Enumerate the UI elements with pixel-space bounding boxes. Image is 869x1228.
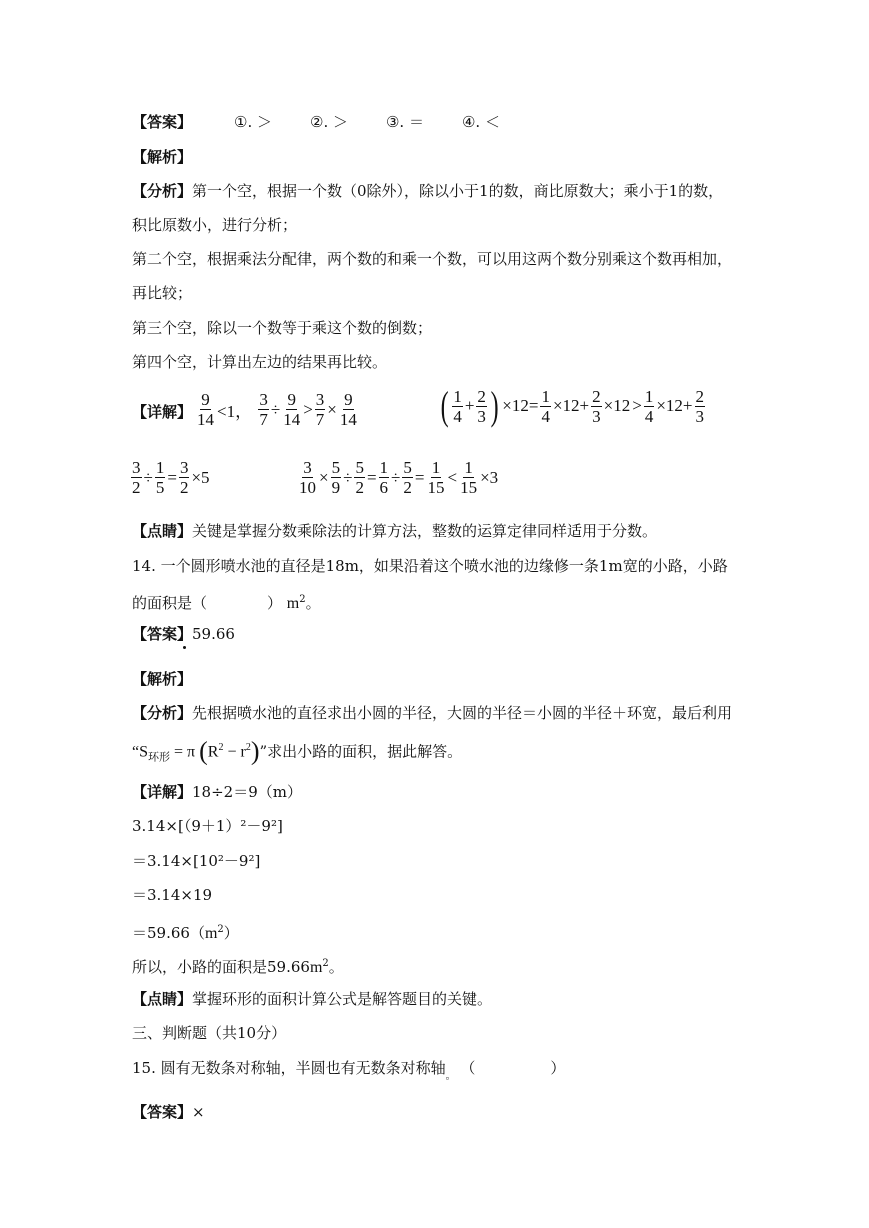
- answer-value: ×: [192, 1103, 205, 1121]
- q13-fenxi-2: 积比原数小，进行分析；: [132, 216, 298, 234]
- q13-fenxi-5: 第三个空，除以一个数等于乘这个数的倒数；: [132, 319, 433, 337]
- conclusion-text: 所以，小路的面积是59.66: [132, 958, 310, 976]
- step-1: 18÷2＝9（m）: [192, 783, 302, 801]
- q13-answer-line: [132, 112, 500, 132]
- dianjing-tag: 【点睛】: [132, 522, 193, 540]
- q13-fenxi-1: [132, 181, 723, 201]
- unit-m: m: [286, 595, 300, 612]
- unit-m: m: [204, 925, 218, 942]
- q14-step-5: $=59.66(m^2)$: [132, 924, 239, 942]
- fenxi-text: 先根据喷水池的直径求出小圆的半径，大圆的半径＝小圆的半径＋环宽，最后利用: [192, 704, 733, 722]
- q14-answer: [132, 624, 235, 644]
- q14-question-2: 的面积是（ ） $m^2$。: [132, 594, 321, 612]
- q14-step-3: ＝3.14×[10²－9²]: [132, 852, 261, 870]
- q14-formula-line: “$S_{环形} = \pi$ $(R^2 - r^2)$”求出小路的面积，据此解答。: [132, 736, 463, 766]
- q13-jiexi: 【解析】: [132, 148, 193, 166]
- q14-question-1: 14. 一个圆形喷水池的直径是18m，如果沿着这个喷水池的边缘修一条1m宽的小路，小路: [132, 557, 728, 575]
- xiangjie-tag: 【详解】: [132, 783, 193, 801]
- math-expression-4: $\frac{3}{10}$ × $\frac{5}{9}$ ÷ $\frac{5}{2}$ = $\frac{1}{6}$ ÷ $\frac{5}{2}$ = $\frac{1}{15}$ < $\frac{1}{15}$ ×3: [299, 458, 499, 497]
- answer-blank: （ ）: [460, 1059, 566, 1077]
- answer-tag: 【答案】: [132, 625, 193, 643]
- fenxi-tag: 【分析】: [132, 704, 193, 722]
- q13-dianjing: [132, 521, 657, 541]
- q15-question: 15. 圆有无数条对称轴，半圆也有无数条对称轴$_。$ （ ）: [132, 1059, 566, 1082]
- answer-value: 59.66: [192, 625, 235, 643]
- dianjing-tag: 【点睛】: [132, 990, 193, 1008]
- dianjing-text: 掌握环形的面积计算公式是解答题目的关键。: [192, 990, 493, 1008]
- fenxi-tag: 【分析】: [132, 182, 193, 200]
- dianjing-text: 关键是掌握分数乘除法的计算方法，整数的运算定律同样适用于分数。: [192, 522, 658, 540]
- q14-dianjing: [132, 989, 492, 1009]
- q14-fenxi-1: [132, 703, 732, 723]
- answer-tag: 【答案】: [132, 113, 193, 131]
- question-text: 的面积是（ ）: [132, 594, 283, 612]
- section-3-title: 三、判断题（共10分）: [132, 1024, 287, 1042]
- answer-item-1: ①. ＞: [234, 113, 272, 131]
- math-expression-2: ( $\frac{1}{4}$ + $\frac{2}{3}$ ) ×12= $\frac{1}{4}$ ×12+ $\frac{2}{3}$ ×12 > $\frac{1}{4}$ ×12+ $\frac{2}{3}$: [440, 383, 704, 428]
- q14-jiexi: 【解析】: [132, 670, 193, 688]
- answer-item-4: ④. ＜: [461, 113, 500, 131]
- q13-fenxi-3: 第二个空，根据乘法分配律，两个数的和乘一个数，可以用这两个数分别乘这个数再相加，: [132, 250, 733, 268]
- step-5-text: ＝59.66（: [132, 924, 205, 942]
- repeating-decimal-dot: [183, 646, 186, 649]
- math-expression-3: $\frac{3}{2}$ ÷ $\frac{1}{5}$ = $\frac{3}{2}$ ×5: [132, 458, 210, 497]
- fenxi-text: 第一个空，根据一个数（0除外），除以小于1的数，商比原数大；乘小于1的数，: [192, 182, 724, 200]
- math-expression-1: $\frac{9}{14}$ <1， $\frac{3}{7}$ ÷ $\frac{9}{14}$ > $\frac{3}{7}$ × $\frac{9}{14}$: [197, 390, 357, 429]
- q14-xiangjie: [132, 782, 302, 802]
- q15-answer: [132, 1102, 205, 1122]
- question-text: 15. 圆有无数条对称轴，半圆也有无数条对称轴: [132, 1059, 446, 1077]
- q13-xiangjie-tag: 【详解】: [132, 403, 193, 421]
- q14-step-4: ＝3.14×19: [132, 886, 213, 904]
- q13-fenxi-6: 第四个空，计算出左边的结果再比较。: [132, 353, 388, 371]
- answer-item-3: ③. ＝: [385, 113, 424, 131]
- q14-conclusion: 所以，小路的面积是$59.66m^2$。: [132, 958, 344, 976]
- answer-item-2: ②. ＞: [310, 113, 348, 131]
- answer-tag: 【答案】: [132, 1103, 193, 1121]
- unit-m: m: [309, 959, 323, 976]
- formula-suffix: ”求出小路的面积，据此解答。: [259, 742, 463, 761]
- q14-step-2: 3.14×[（9＋1）²－9²]: [132, 817, 283, 835]
- q13-fenxi-4: 再比较；: [132, 284, 193, 302]
